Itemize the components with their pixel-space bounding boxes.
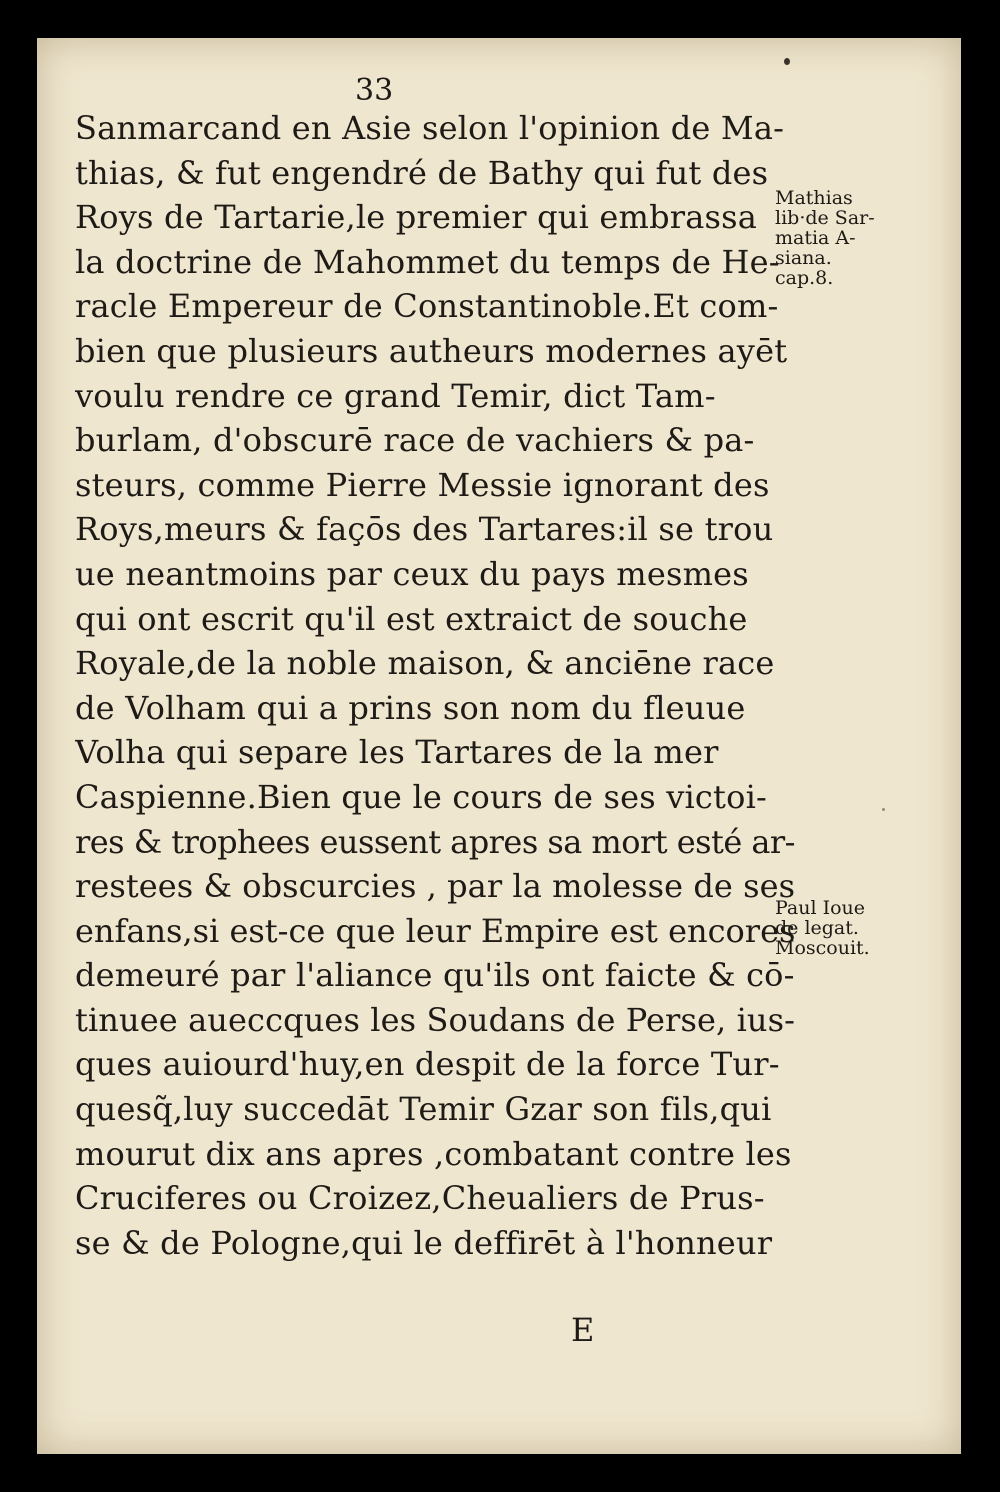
text-line: Roys,meurs & façōs des Tartares:il se trou [75, 510, 774, 549]
text-line: Royale,de la noble maison, & anciēne race [75, 644, 775, 683]
text-line: ques auiourd'huy,en despit de la force Tur- [75, 1045, 780, 1084]
margin-note-paul-ioue [775, 898, 870, 958]
text-line: Roys de Tartarie,le premier qui embrassa [75, 198, 758, 237]
text-line: qui ont escrit qu'il est extraict de souche [75, 599, 748, 638]
margin-note-line: Moscouit. [775, 937, 870, 959]
text-line: steurs, comme Pierre Messie ignorant des [75, 465, 770, 504]
text-line: voulu rendre ce grand Temir, dict Tam- [75, 376, 716, 415]
text-line: restees & obscurcies , par la molesse de ses [75, 867, 795, 906]
text-line: Sanmarcand en Asie selon l'opinion de Ma- [75, 109, 785, 147]
margin-note-line: cap.8. [775, 267, 834, 289]
ink-speck [784, 58, 790, 65]
margin-note-line: Paul Ioue [775, 897, 866, 919]
margin-note-line: de legat. [775, 917, 859, 939]
book-page [37, 38, 961, 1454]
text-line: bien que plusieurs autheurs modernes ayēt [75, 331, 788, 370]
signature-mark: E [571, 1311, 595, 1349]
text-line: quesq̃,luy succedāt Temir Gzar son fils,qui [75, 1090, 772, 1129]
margin-note-mathias [775, 188, 875, 288]
text-line: demeuré par l'aliance qu'ils ont faicte & cō- [75, 956, 795, 995]
text-line: Cruciferes ou Croizez,Cheualiers de Prus- [75, 1179, 765, 1218]
ink-speck [882, 808, 885, 811]
margin-note-line: siana. [775, 247, 832, 269]
margin-note-line: lib·de Sar- [775, 207, 875, 229]
text-line: racle Empereur de Constantinoble.Et com- [75, 287, 779, 326]
text-line: ue neantmoins par ceux du pays mesmes [75, 554, 749, 593]
margin-note-line: matia A- [775, 227, 856, 249]
text-line: thias, & fut engendré de Bathy qui fut des [75, 153, 769, 192]
text-line: burlam, d'obscurē race de vachiers & pa- [75, 421, 755, 460]
text-line: enfans,si est-ce que leur Empire est encores [75, 911, 795, 950]
text-line: Volha qui separe les Tartares de la mer [75, 733, 719, 772]
page-number: 33 [355, 73, 394, 108]
text-line: la doctrine de Mahommet du temps de He- [75, 242, 780, 281]
text-line: tinuee aueccques les Soudans de Perse, ius- [75, 1000, 795, 1039]
text-line: res & trophees eussent apres sa mort esté ar- [75, 822, 795, 861]
text-line: de Volham qui a prins son nom du fleuue [75, 688, 746, 727]
text-line: se & de Pologne,qui le deffirēt à l'honneur [75, 1223, 773, 1262]
margin-note-line: Mathias [775, 187, 853, 209]
text-line: mourut dix ans apres ,combatant contre les [75, 1134, 792, 1173]
body-text [75, 106, 795, 1265]
text-line: Caspienne.Bien que le cours de ses victoi- [75, 777, 768, 816]
